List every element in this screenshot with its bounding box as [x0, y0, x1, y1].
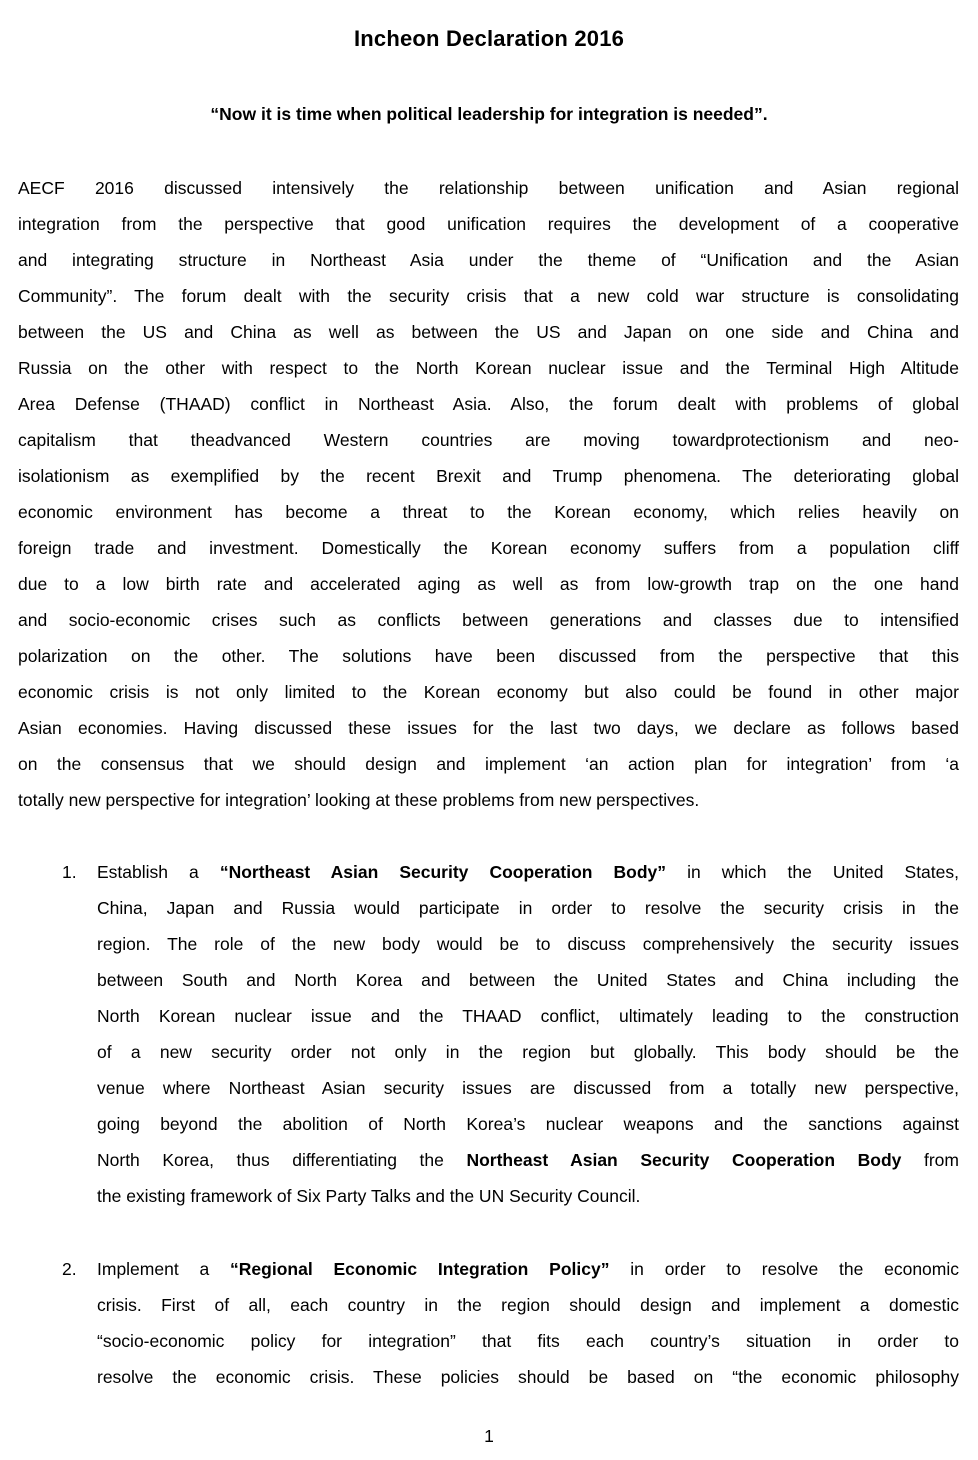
paragraph-line: North Korea, thus differentiating the Northeast Asian Security Cooperation Body from: [97, 1150, 959, 1170]
paragraph-line: resolve the economic crisis. These policies should be based on “the economic philosophy: [97, 1367, 959, 1387]
paragraph-line: capitalism that theadvanced Western countries are moving towardprotectionism and neo-: [18, 430, 959, 450]
bold-term: Northeast Asian Security Cooperation Body: [466, 1150, 902, 1170]
paragraph-line: Area Defense (THAAD) conflict in Northeast Asia. Also, the forum dealt with problems of global: [18, 394, 959, 414]
bold-term: “Northeast Asian Security Cooperation Body”: [219, 862, 667, 882]
paragraph-line: and socio-economic crises such as conflicts between generations and classes due to intensified: [18, 610, 959, 630]
paragraph-line: of a new security order not only in the region but globally. This body should be the: [97, 1042, 959, 1062]
paragraph-line: Implement a “Regional Economic Integration Policy” in order to resolve the economic: [97, 1259, 959, 1279]
paragraph-line: polarization on the other. The solutions have been discussed from the perspective that this: [18, 646, 959, 666]
bold-term: “Regional Economic Integration Policy”: [230, 1259, 610, 1279]
paragraph-line: “socio-economic policy for integration” that fits each country’s situation in order to: [97, 1331, 959, 1351]
document-title: Incheon Declaration 2016: [353, 26, 625, 51]
paragraph-line: venue where Northeast Asian security issues are discussed from a totally new perspective,: [97, 1078, 959, 1098]
intro-paragraph: [18, 170, 959, 818]
paragraph-line: between the US and China as well as between the US and Japan on one side and China and: [18, 322, 959, 342]
list-number: 2.: [62, 1259, 77, 1279]
paragraph-line: going beyond the abolition of North Korea’s nuclear weapons and the sanctions against: [97, 1114, 959, 1134]
paragraph-line: economic environment has become a threat to the Korean economy, which relies heavily on: [18, 502, 959, 522]
paragraph-line: and integrating structure in Northeast Asia under the theme of “Unification and the Asian: [18, 250, 959, 270]
paragraph-line: on the consensus that we should design and implement ‘an action plan for integration’ from ‘a: [18, 754, 959, 774]
paragraph-line: between South and North Korea and between the United States and China including the: [97, 970, 959, 990]
paragraph-line: China, Japan and Russia would participate in order to resolve the security crisis in the: [97, 898, 959, 918]
paragraph-line: due to a low birth rate and accelerated aging as well as from low-growth trap on the one hand: [18, 574, 959, 594]
paragraph-line: region. The role of the new body would be to discuss comprehensively the security issues: [97, 934, 959, 954]
list-number: 1.: [62, 862, 77, 882]
paragraph-line: the existing framework of Six Party Talks and the UN Security Council.: [97, 1186, 641, 1206]
document-subtitle: “Now it is time when political leadership for integration is needed”.: [210, 104, 768, 124]
paragraph-line: integration from the perspective that good unification requires the development of a cooperative: [18, 214, 959, 234]
paragraph-line: Russia on the other with respect to the North Korean nuclear issue and the Terminal High Altitude: [18, 358, 959, 378]
paragraph-line: Community”. The forum dealt with the security crisis that a new cold war structure is consolidating: [18, 286, 959, 306]
paragraph-line: totally new perspective for integration’ looking at these problems from new perspectives.: [18, 790, 700, 810]
paragraph-line: economic crisis is not only limited to the Korean economy but also could be found in other major: [18, 682, 959, 702]
paragraph-line: crisis. First of all, each country in the region should design and implement a domestic: [97, 1295, 959, 1315]
paragraph-line: Asian economies. Having discussed these issues for the last two days, we declare as follows based: [18, 718, 959, 738]
page-number: 1: [484, 1426, 494, 1446]
paragraph-line: isolationism as exemplified by the recent Brexit and Trump phenomena. The deteriorating global: [18, 466, 959, 486]
paragraph-line: North Korean nuclear issue and the THAAD conflict, ultimately leading to the construction: [97, 1006, 959, 1026]
paragraph-line: foreign trade and investment. Domestically the Korean economy suffers from a population cliff: [18, 538, 959, 558]
paragraph-line: Establish a “Northeast Asian Security Cooperation Body” in which the United States,: [97, 862, 959, 882]
paragraph-line: AECF 2016 discussed intensively the relationship between unification and Asian regional: [18, 178, 959, 198]
